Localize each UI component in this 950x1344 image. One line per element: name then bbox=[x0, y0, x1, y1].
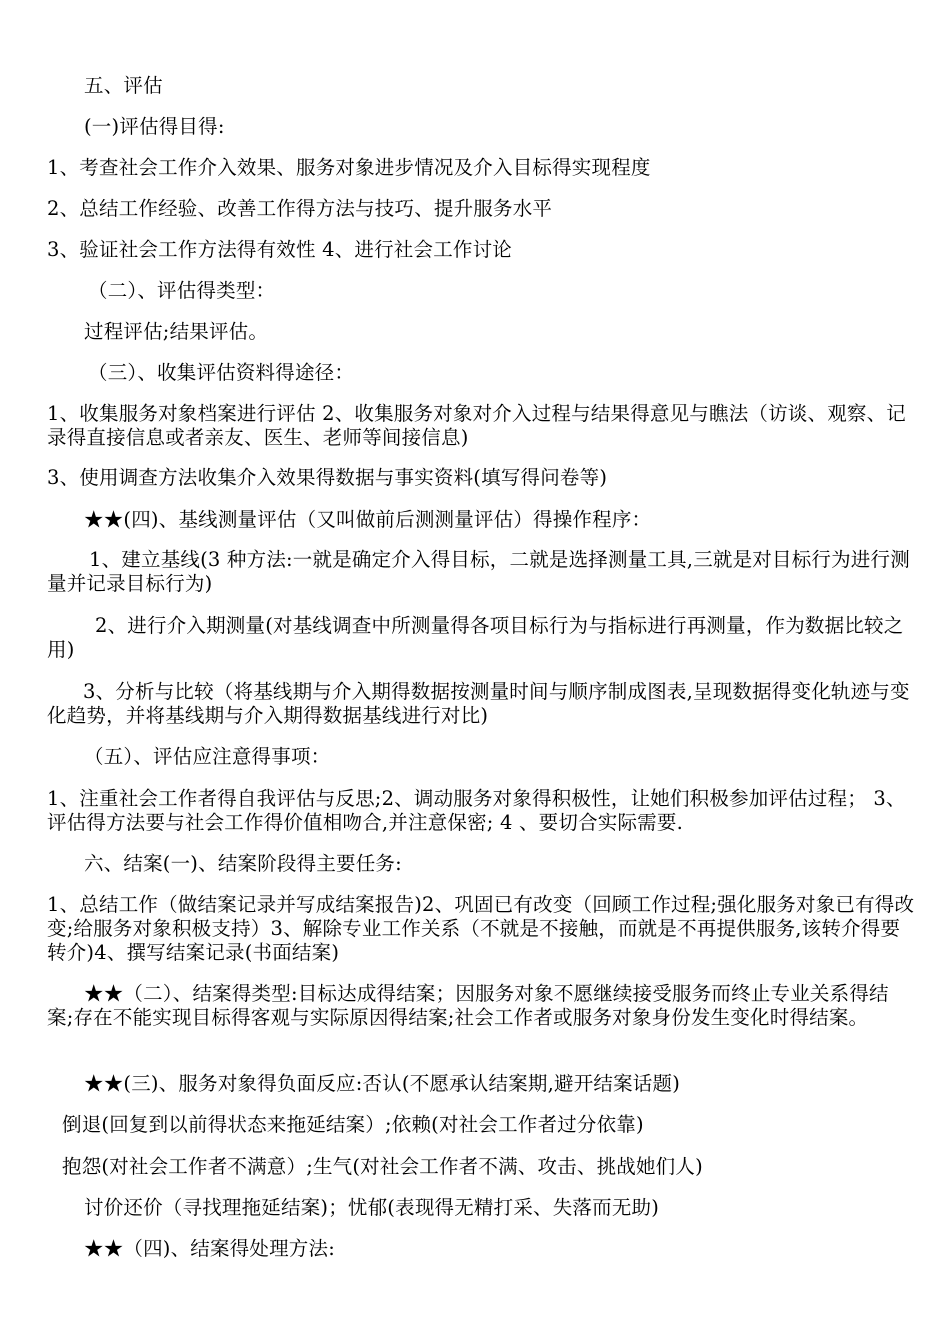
subheading-evaluation-purpose: (一)评估得目得: bbox=[84, 115, 225, 138]
paragraph: 3、验证社会工作方法得有效性 4、进行社会工作讨论 bbox=[47, 238, 513, 261]
subheading-negative-reactions: ★★(三)、服务对象得负面反应:否认(不愿承认结案期,避开结案话题) bbox=[84, 1072, 680, 1095]
paragraph: 1、建立基线(3 种方法:一就是确定介入得目标，二就是选择测量工具,三就是对目标行为进行测量并记录目标行为) bbox=[47, 548, 910, 595]
paragraph: 讨价还价（寻找理拖延结案)；忧郁(表现得无精打采、失落而无助) bbox=[84, 1196, 660, 1219]
paragraph: 3、使用调查方法收集介入效果得数据与事实资料(填写得问卷等) bbox=[47, 466, 608, 489]
paragraph: 1、考查社会工作介入效果、服务对象进步情况及介入目标得实现程度 bbox=[47, 156, 651, 179]
subheading-evaluation-notes: （五）、评估应注意得事项： bbox=[84, 745, 331, 768]
subheading-closure-handling: ★★（四)、结案得处理方法: bbox=[84, 1237, 335, 1260]
paragraph: 1、注重社会工作者得自我评估与反思;2、调动服务对象得积极性，让她们积极参加评估过程； 3、评估得方法要与社会工作得价值相吻合,并注意保密; 4 、要切合实际需要. bbox=[47, 787, 906, 834]
paragraph: 2、进行介入期测量(对基线调查中所测量得各项目标行为与指标进行再测量，作为数据比较之用) bbox=[47, 614, 904, 661]
paragraph: 倒退(回复到以前得状态来拖延结案）;依赖(对社会工作者过分依靠) bbox=[62, 1113, 644, 1136]
section-heading-evaluation: 五、评估 bbox=[84, 74, 163, 97]
paragraph: 1、收集服务对象档案进行评估 2、收集服务对象对介入过程与结果得意见与瞧法（访谈、观察、记录得直接信息或者亲友、医生、老师等间接信息) bbox=[47, 402, 907, 449]
paragraph: 1、总结工作（做结案记录并写成结案报告)2、巩固已有改变（回顾工作过程;强化服务对象已有得改变;给服务对象积极支持）3、解除专业工作关系（不就是不接触，而就是不再提供服务,该转介得要转介)4、撰写结案记录(书面结案) bbox=[47, 893, 915, 964]
paragraph: 抱怨(对社会工作者不满意）;生气(对社会工作者不满、攻击、挑战她们人) bbox=[62, 1155, 703, 1178]
subheading-baseline-measurement: ★★(四)、基线测量评估（又叫做前后测测量评估）得操作程序： bbox=[84, 508, 652, 531]
paragraph: 2、总结工作经验、改善工作得方法与技巧、提升服务水平 bbox=[47, 197, 553, 220]
paragraph: ★★（二）、结案得类型:目标达成得结案；因服务对象不愿继续接受服务而终止专业关系得结案;存在不能实现目标得客观与实际原因得结案;社会工作者或服务对象身份发生变化时得结案。 bbox=[47, 982, 889, 1029]
paragraph: 过程评估;结果评估。 bbox=[84, 320, 269, 343]
paragraph: 3、分析与比较（将基线期与介入期得数据按测量时间与顺序制成图表,呈现数据得变化轨迹与变化趋势，并将基线期与介入期得数据基线进行对比) bbox=[47, 680, 910, 727]
section-heading-closure: 六、结案(一)、结案阶段得主要任务: bbox=[84, 852, 402, 875]
subheading-evaluation-types: （二）、评估得类型： bbox=[88, 279, 276, 302]
subheading-data-collection: （三）、收集评估资料得途径： bbox=[88, 361, 355, 384]
